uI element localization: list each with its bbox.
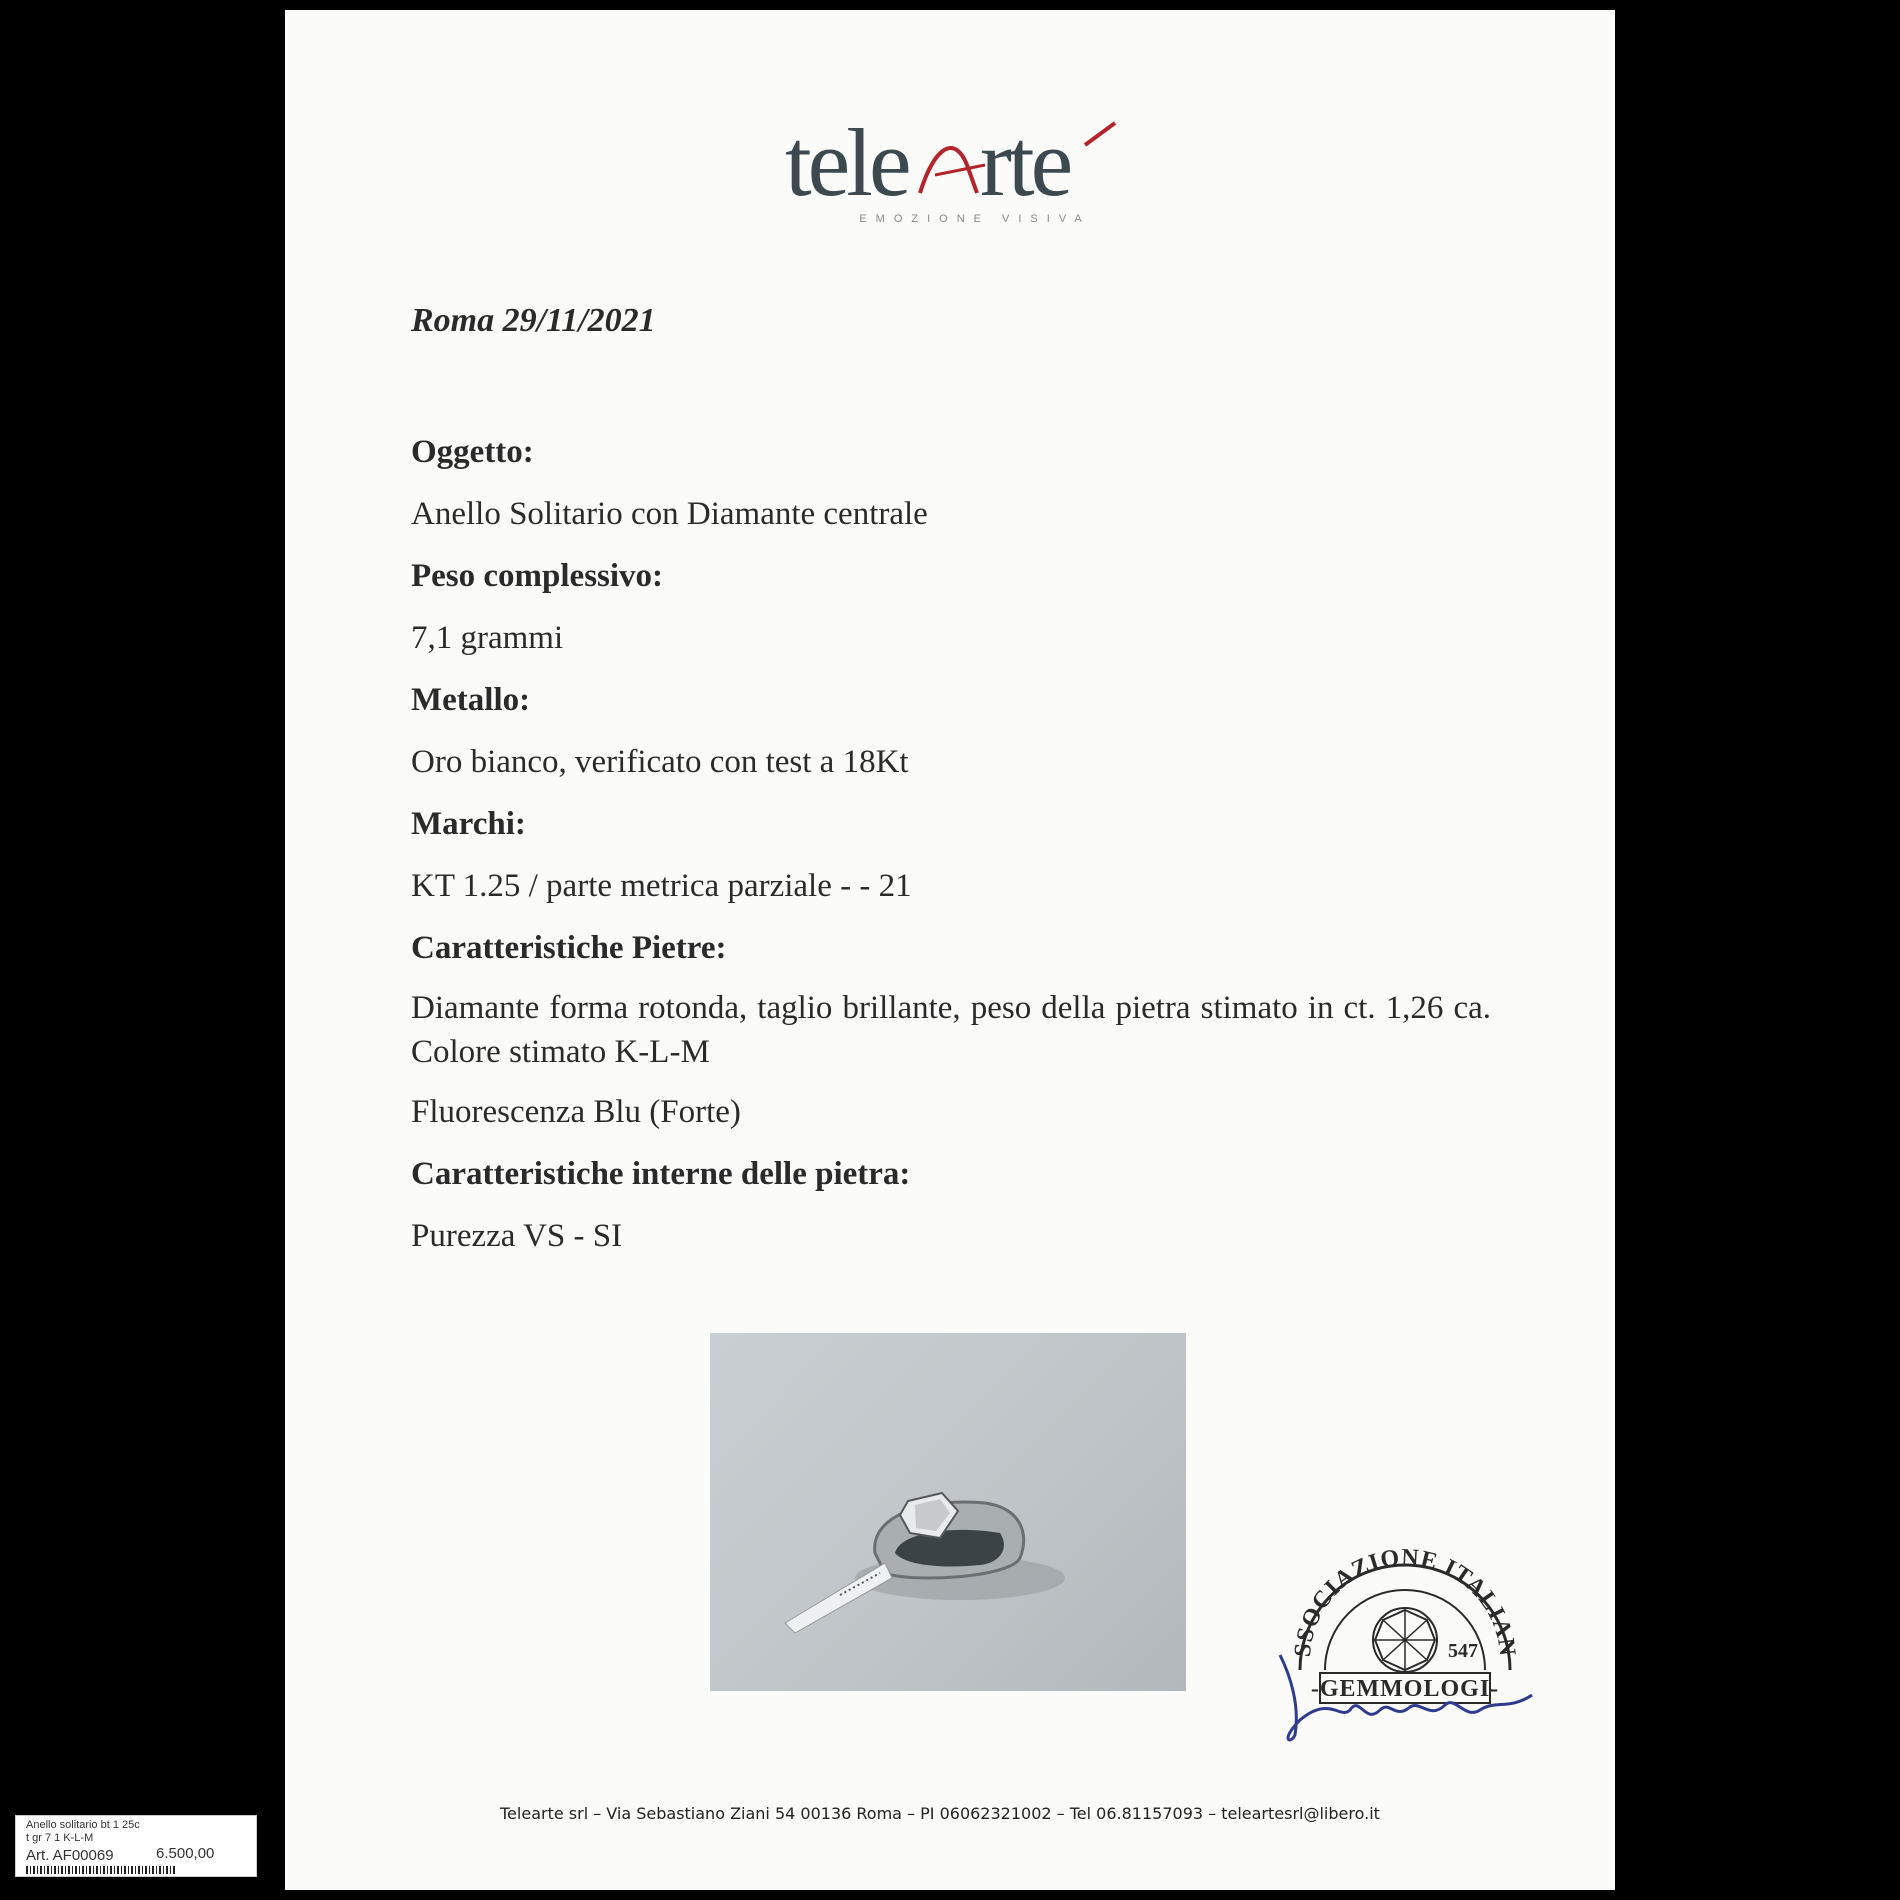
heading-caratteristiche-pietre: Caratteristiche Pietre: <box>411 930 727 966</box>
document-date: Roma 29/11/2021 <box>411 302 656 339</box>
svg-text:-GEMMOLOGI-: -GEMMOLOGI- <box>1310 1676 1500 1702</box>
footer-company-info: Telearte srl – Via Sebastiano Ziani 54 00136 Roma – PI 06062321002 – Tel 06.81157093 – teleartesrl@libero.it <box>500 1804 1380 1823</box>
price-tag-details: t gr 7 1 K-L-M <box>26 1832 94 1844</box>
gemmologi-stamp <box>1270 1495 1540 1765</box>
ring-image <box>710 1333 1186 1691</box>
ring-photo <box>710 1333 1186 1691</box>
svg-text:ASSOCIAZIONE ITALIANA: SSOCIAZIONE ITALIAN <box>1289 1544 1521 1659</box>
association-seal <box>1270 1495 1540 1765</box>
value-fluorescenza: Fluorescenza Blu (Forte) <box>411 1094 741 1130</box>
value-oggetto: Anello Solitario con Diamante centrale <box>411 496 928 532</box>
price-tag <box>15 1815 257 1877</box>
value-purezza: Purezza VS - SI <box>411 1218 623 1254</box>
value-peso: 7,1 grammi <box>411 620 564 656</box>
heading-oggetto: Oggetto: <box>411 434 534 470</box>
heading-caratteristiche-interne: Caratteristiche interne delle pietra: <box>411 1156 911 1192</box>
value-marchi: KT 1.25 / parte metrica parziale - - 21 <box>411 868 912 904</box>
telearte-logo <box>785 105 1145 235</box>
svg-text:tele: tele <box>785 109 908 215</box>
heading-marchi: Marchi: <box>411 806 526 842</box>
svg-text:rte: rte <box>980 109 1070 215</box>
heading-metallo: Metallo: <box>411 682 531 718</box>
barcode-icon <box>26 1866 176 1874</box>
price-tag-article: Art. AF00069 <box>26 1847 114 1864</box>
certificate-page <box>285 10 1615 1890</box>
price-tag-price: 6.500,00 <box>156 1845 215 1862</box>
logo-tagline: EMOZIONE VISIVA <box>859 213 1091 225</box>
value-caratteristiche-pietre: Diamante forma rotonda, taglio brillante, peso della pietra stimato in ct. 1,26 ca. Colore stimato K-L-M <box>411 990 1491 1070</box>
telearte-logo-mark <box>785 105 1145 215</box>
value-metallo: Oro bianco, verificato con test a 18Kt <box>411 744 909 780</box>
heading-peso: Peso complessivo: <box>411 558 664 594</box>
price-tag-description: Anello solitario bt 1 25c <box>26 1819 140 1831</box>
certificate-body <box>411 428 1491 1274</box>
svg-text:547: 547 <box>1448 1640 1478 1662</box>
